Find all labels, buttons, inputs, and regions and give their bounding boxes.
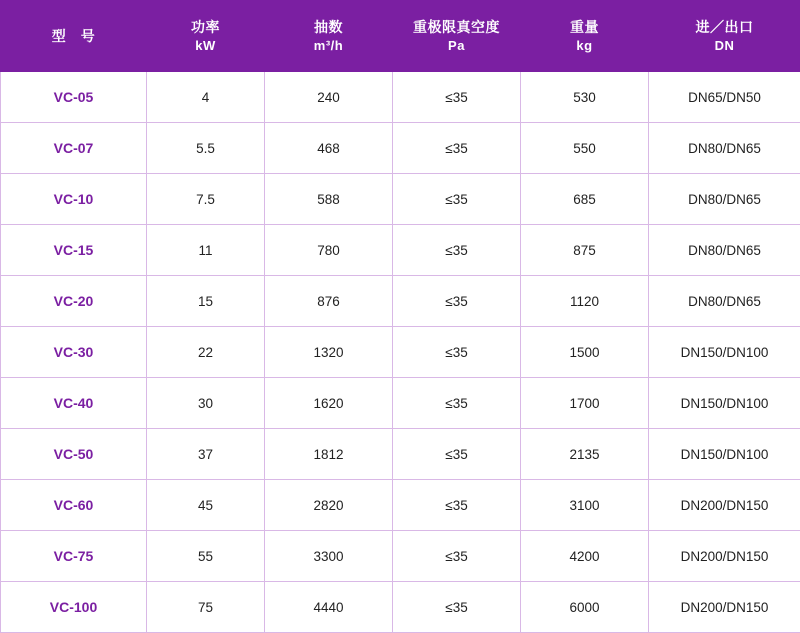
table-header-row [1,1,800,72]
cell-port: DN80/DN65 [649,123,800,174]
cell-port: DN150/DN100 [649,429,800,480]
table-row [1,72,800,123]
cell-vacuum: ≤35 [393,531,521,582]
column-header-port-unit: DN [655,37,794,55]
cell-power: 30 [147,378,265,429]
column-header-weight [521,1,649,72]
table-row [1,327,800,378]
cell-flow: 3300 [265,531,393,582]
cell-power: 15 [147,276,265,327]
cell-port: DN150/DN100 [649,378,800,429]
cell-vacuum: ≤35 [393,123,521,174]
cell-model: VC-07 [1,123,147,174]
cell-power: 45 [147,480,265,531]
cell-vacuum: ≤35 [393,378,521,429]
table-row [1,225,800,276]
cell-vacuum: ≤35 [393,582,521,633]
table-row [1,582,800,633]
table-header [1,1,800,72]
column-header-vacuum-label: 重极限真空度 [413,19,500,35]
cell-vacuum: ≤35 [393,225,521,276]
cell-model: VC-30 [1,327,147,378]
cell-power: 11 [147,225,265,276]
cell-power: 5.5 [147,123,265,174]
cell-flow: 4440 [265,582,393,633]
cell-model: VC-05 [1,72,147,123]
cell-model: VC-15 [1,225,147,276]
cell-port: DN150/DN100 [649,327,800,378]
column-header-vacuum [393,1,521,72]
cell-port: DN80/DN65 [649,225,800,276]
cell-flow: 780 [265,225,393,276]
table-row [1,123,800,174]
cell-vacuum: ≤35 [393,72,521,123]
column-header-power [147,1,265,72]
column-header-flow-unit: m³/h [271,37,386,55]
cell-model: VC-50 [1,429,147,480]
cell-power: 4 [147,72,265,123]
cell-model: VC-75 [1,531,147,582]
cell-vacuum: ≤35 [393,174,521,225]
cell-weight: 875 [521,225,649,276]
table-row [1,429,800,480]
table-row [1,378,800,429]
cell-weight: 2135 [521,429,649,480]
column-header-weight-label: 重量 [570,19,599,35]
column-header-port [649,1,800,72]
cell-port: DN200/DN150 [649,582,800,633]
cell-flow: 1620 [265,378,393,429]
cell-vacuum: ≤35 [393,480,521,531]
cell-vacuum: ≤35 [393,429,521,480]
cell-vacuum: ≤35 [393,327,521,378]
cell-model: VC-100 [1,582,147,633]
cell-flow: 468 [265,123,393,174]
cell-model: VC-20 [1,276,147,327]
table-body [1,72,800,633]
cell-power: 37 [147,429,265,480]
cell-weight: 1120 [521,276,649,327]
cell-flow: 1320 [265,327,393,378]
cell-port: DN80/DN65 [649,174,800,225]
cell-model: VC-10 [1,174,147,225]
cell-weight: 1700 [521,378,649,429]
column-header-power-unit: kW [153,37,258,55]
column-header-flow [265,1,393,72]
cell-weight: 685 [521,174,649,225]
cell-port: DN200/DN150 [649,531,800,582]
table-row [1,174,800,225]
column-header-flow-label: 抽数 [314,19,343,35]
column-header-vacuum-unit: Pa [399,37,514,55]
cell-weight: 1500 [521,327,649,378]
cell-port: DN80/DN65 [649,276,800,327]
cell-model: VC-40 [1,378,147,429]
cell-power: 7.5 [147,174,265,225]
cell-model: VC-60 [1,480,147,531]
column-header-port-label: 进／出口 [696,19,754,35]
cell-weight: 6000 [521,582,649,633]
cell-weight: 550 [521,123,649,174]
table-row [1,480,800,531]
cell-power: 22 [147,327,265,378]
table-row [1,276,800,327]
cell-port: DN200/DN150 [649,480,800,531]
cell-weight: 530 [521,72,649,123]
cell-vacuum: ≤35 [393,276,521,327]
cell-flow: 588 [265,174,393,225]
column-header-model-label: 型 号 [52,28,96,44]
cell-weight: 3100 [521,480,649,531]
cell-flow: 2820 [265,480,393,531]
table-row [1,531,800,582]
cell-flow: 1812 [265,429,393,480]
column-header-model [1,1,147,72]
cell-port: DN65/DN50 [649,72,800,123]
cell-weight: 4200 [521,531,649,582]
column-header-weight-unit: kg [527,37,642,55]
cell-power: 75 [147,582,265,633]
cell-flow: 240 [265,72,393,123]
cell-power: 55 [147,531,265,582]
cell-flow: 876 [265,276,393,327]
column-header-power-label: 功率 [191,19,220,35]
